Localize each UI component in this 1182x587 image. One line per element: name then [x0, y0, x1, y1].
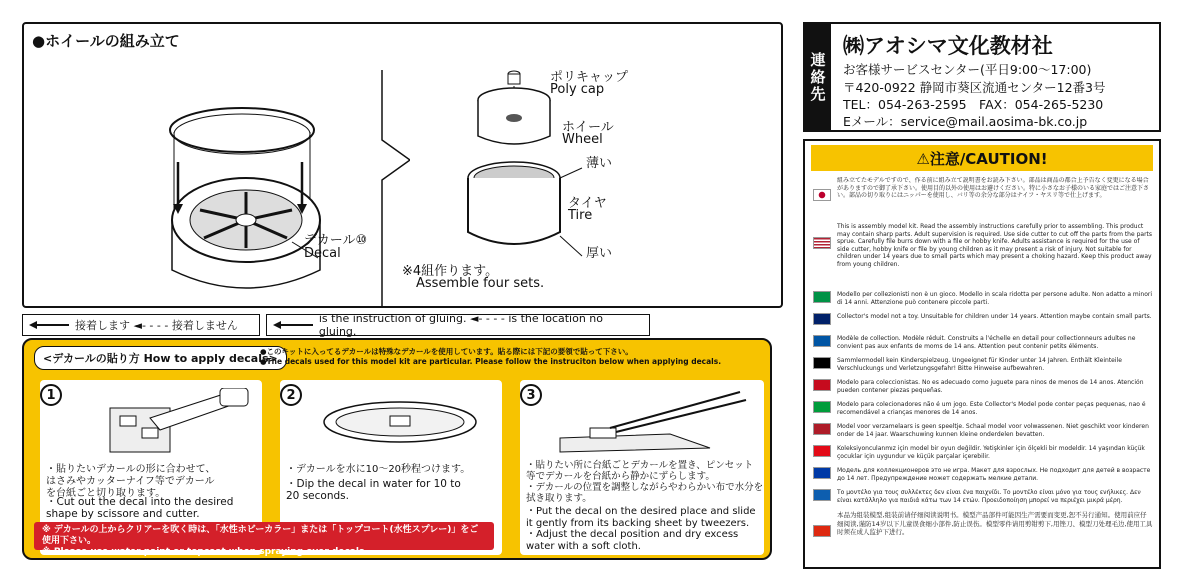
- thick-label: 厚い: [586, 246, 613, 261]
- country-flag-icon: [813, 335, 831, 347]
- country-flag-icon: [813, 313, 831, 325]
- caution-lang-row: [813, 467, 1153, 483]
- wheel-label-jp: ホイール: [562, 120, 614, 135]
- polycap-label-jp: ポリキャップ: [550, 70, 629, 85]
- phone-fax: TEL：054-263-2595 FAX：054-265-5230: [843, 97, 1104, 112]
- cutting-decal-illustration: [80, 388, 250, 456]
- decal-label-en: Decal: [304, 246, 341, 261]
- caution-title: ⚠注意/CAUTION!: [811, 145, 1153, 171]
- contact-panel: [803, 22, 1161, 132]
- country-flag-icon: [813, 445, 831, 457]
- four-sets-en: Assemble four sets.: [416, 276, 545, 291]
- caution-lang-row: [813, 379, 1153, 395]
- country-flag-icon: [813, 291, 831, 303]
- water-dish-illustration: [310, 388, 490, 456]
- contact-side-label: 連 絡 先: [805, 24, 831, 130]
- step-1-en: ・Cut out the decal into the desired shape by scissore and cutter.: [46, 496, 234, 520]
- step-3-en: ・Put the decal on the desired place and slide it gently from its backing sheet by tweezers. ・Adjust the decal position and dry excess water with a soft cloth.: [526, 506, 756, 552]
- caution-lang-row: [813, 291, 1153, 307]
- caution-lang-text: Modelo para coleccionistas. No es adecuado como juguete para ninos de menos de 14 anos. Atención pueden contener piezas pequeñas.: [837, 379, 1144, 394]
- country-flag-icon: [813, 357, 831, 369]
- caution-panel: [803, 139, 1161, 569]
- caution-lang-row: [813, 357, 1153, 373]
- caution-lang-row: [813, 335, 1153, 351]
- legend-jp: [22, 314, 260, 336]
- thin-label: 薄い: [586, 156, 613, 171]
- legend-en-text: is the instruction of gluing. ◄- - - - is the location no gluing.: [318, 312, 604, 338]
- country-flag-icon: [813, 467, 831, 479]
- legend-jp-text: 接着します ◄- - - - 接着しません: [75, 319, 238, 332]
- usa-flag-icon: [813, 237, 831, 249]
- decal-section-heading: <デカールの貼り方 How to apply decals>: [34, 346, 287, 370]
- caution-lang-row: [813, 423, 1153, 439]
- applying-decal-illustration: [550, 388, 750, 456]
- step-number: 3: [520, 384, 542, 406]
- caution-lang-text: Модель для коллекционеров это не игра. Макет для взрослых. Не подходит для детей в возрасте до 14 лет. Предупреждение может содержать мелкие детали.: [837, 467, 1151, 482]
- assembly-title: ●ホイールの組み立て: [32, 32, 180, 50]
- caution-lang-row: [813, 401, 1153, 417]
- caution-en-text: This is assembly model kit. Read the assembly instructions carefully prior to assembling. This product may contain sharp parts. Adult supervision is required. Use side cutter to cut off the parts from the parts sprue. Carefully file burrs down with a file or hobby knife. Adults assistance is required for the use of side cutter, hobby knife or file by young children as it may present a risk of injury. Not suitable for children under 14 years due to small parts which may present a choking hazard. Keep this product away from young children.: [837, 223, 1153, 268]
- caution-jp-text: 組み立てたモデルですので、作る前に組み立て説明書をお読み下さい。部品は商品の都合上予告なく変更になる場合がありますので御了承下さい。使用目的以外の使用はお避けください。特に小さなお子様のいる家庭ではご注意下さい。部品の切り取りにはニッパーを使用し、バリ等の余分な部分はナイフ・ヤスリ等で仕上げます。: [837, 177, 1150, 199]
- country-flag-icon: [813, 489, 831, 501]
- spray-warning: [34, 522, 494, 557]
- caution-lang-text: Modèle de collection. Modèle réduit. Construits a l'échelle en detail pour collectionneurs adultes ne convient pas aux enfants de moms de 14 ans. Attention peut contenir petits éléments.: [837, 335, 1136, 350]
- china-flag-icon: [813, 525, 831, 537]
- caution-lang-row: [813, 445, 1153, 461]
- country-flag-icon: [813, 379, 831, 391]
- step-2-jp: ・デカールを水に10〜20秒程つけます。: [286, 464, 471, 475]
- caution-lang-text: Modelo para colecionadores não é um jogo. Este Collector's Model pode conter peças pequenas, nao é recomendável a crianças menores de 14 anos.: [837, 401, 1146, 416]
- wheel-detail-drawing: [142, 70, 410, 308]
- step-number: 1: [40, 384, 62, 406]
- address: 〒420-0922 静岡市葵区流通センター12番3号: [843, 80, 1106, 95]
- solid-arrow-icon: [273, 320, 313, 330]
- tire-label-jp: タイヤ: [568, 196, 607, 211]
- caution-lang-text: Koleksiyonculanmız için model bir oyun değildir. Yetişkinler için ölçekli bir modeldir. 14 yaşından küçük çocuklar için uygundur ve küçük parçalar içerebilir.: [837, 445, 1145, 460]
- caution-lang-text: Collector's model not a toy. Unsuitable for children under 14 years. Attention maybe contain small parts.: [837, 313, 1152, 320]
- caution-lang-text: Modello per collezionisti non è un gioco. Modello in scala ridotta per persone adulte. Non adatto a minori di 14 anni. Attenzione può contenere piccole parti.: [837, 291, 1153, 306]
- tire-label-en: Tire: [568, 208, 593, 223]
- spray-warning-jp: ※ デカールの上からクリアーを吹く時は、「水性ホビーカラー」または「トップコート(水性スプレー)」をご使用下さい。: [42, 525, 479, 546]
- step-number: 2: [280, 384, 302, 406]
- step-2-en: ・Dip the decal in water for 10 to 20 seconds.: [286, 478, 461, 502]
- legend-en: [266, 314, 650, 336]
- caution-lang-text: Το μοντέλο για τους συλλέκτες δεν είναι ένα παιχνίδι. Το μοντέλο είναι μόνο για τους ενήλικες. Δεν είναι κατάλληλο για παιδιά κάτω των 14 ετών. Προειδοποίηση μπορεί να περιέχει μικρά μέρη.: [837, 489, 1141, 504]
- polycap-label-en: Poly cap: [550, 82, 605, 97]
- solid-arrow-icon: [29, 320, 69, 330]
- wheel-label-en: Wheel: [562, 132, 603, 147]
- caution-lang-text: Model voor verzamelaars is geen speeltje. Schaal model voor volwassenen. Niet geschikt voor kinderen onder de 14 jaar. Waarschuwing kunnen kleine onderdelen bevatten.: [837, 423, 1149, 438]
- caution-en-row: [813, 223, 1153, 285]
- wheel-detail-inset: [142, 70, 410, 308]
- caution-cn-row: [813, 511, 1153, 563]
- decal-note-en: ●The decals used for this model kit are particular. Please follow the instruciton below when applying decals.: [260, 357, 722, 366]
- assembly-panel: [22, 22, 783, 308]
- step-3-jp: ・貼りたい所に台紙ごとデカールを置き、ピンセット 等でデカールを台紙から静かにずらします。 ・デカールの位置を調整しながらやわらかい布で水分を 拭き取ります。: [526, 460, 764, 504]
- step-1-jp: ・貼りたいデカールの形に合わせて、 はさみやカッターナイフ等でデカール を台紙ごと切り取ります。: [46, 464, 216, 499]
- decal-step-3: [520, 380, 764, 555]
- country-flag-icon: [813, 423, 831, 435]
- caution-lang-text: Sammlermodell kein Kinderspielzeug. Ungeeignet für Kinder unter 14 Jahren. Enthält Kleinteile Verschluckungs und Verletzungsgefahr! Bitte Hinweise aufbewahren.: [837, 357, 1122, 372]
- caution-lang-row: [813, 313, 1153, 329]
- caution-lang-row: [813, 489, 1153, 505]
- decal-label-jp: デカール⑩: [304, 233, 368, 248]
- email-link[interactable]: Eメール：service@mail.aosima-bk.co.jp: [843, 114, 1088, 129]
- japan-flag-icon: [813, 189, 831, 201]
- country-flag-icon: [813, 401, 831, 413]
- spray-warning-en: ※ Please use water paint or topcoat when spraying over decals.: [42, 547, 368, 557]
- four-sets-jp: ※4組作ります。: [402, 264, 499, 279]
- company-name: ㈱アオシマ文化教材社: [843, 34, 1053, 58]
- decal-note-jp: ●このキットに入ってるデカールは特殊なデカールを使用しています。貼る際には下記の要領で貼って下さい。: [260, 347, 633, 356]
- caution-cn-text: 本品为组装模型,组装前请仔细阅读说明书。模型产品部件可能因生产需要而变更,恕不另行通知。使用前应仔细阅读,谨防14岁以下儿童误食细小部件,防止误伤。模型零件请用剪钳剪下,用锉刀、模型刀处理毛边,使用工具时须在成人监护下进行。: [837, 511, 1153, 536]
- caution-jp-row: [813, 177, 1153, 217]
- service-center: お客様サービスセンター(平日9:00〜17:00): [843, 62, 1092, 77]
